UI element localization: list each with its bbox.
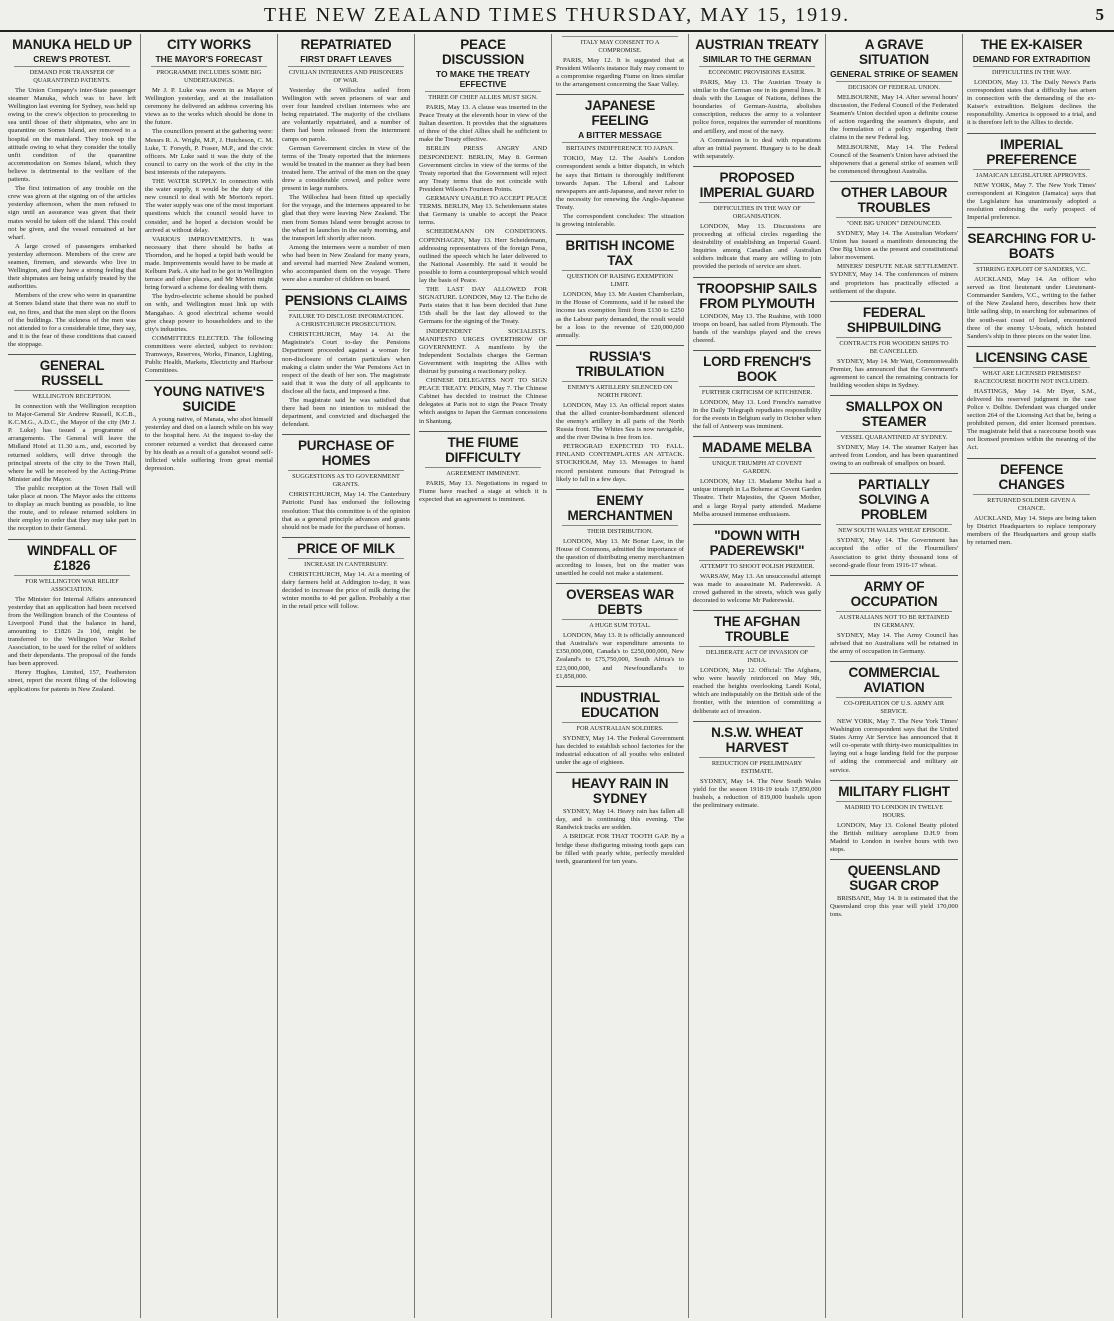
article-headline: SEARCHING FOR U-BOATS bbox=[967, 227, 1096, 261]
article-paragraph: A young native, of Manaia, who shot himself yesterday and died on a launch while on his way to the hospital here. At the inquest to-day the coroner returned a verdict that deceased came by his death as a result of a gunshot wound self-inflicted while suffering from great mental depression. bbox=[145, 416, 273, 472]
article-paragraph: HASTINGS, May 14. Mr Dyer, S.M., delivered his reserved judgment in the case Police v. Dolbie. Defendant was charged under section 264 of the Licensing Act that he, being a prohibited person, did enter licensed premises. The magistrate held that a racecourse booth was not licensed premises within the meaning of the Act. bbox=[967, 387, 1096, 452]
article bbox=[145, 380, 273, 473]
article bbox=[693, 721, 821, 810]
article-paragraph: SYDNEY, May 14. The Government has accepted the offer of the Flourmillers' Association to grist thirty thousand tons of second-grade flour from 1916-17 wheat. bbox=[830, 537, 958, 569]
article-paragraph: The hydro-electric scheme should be pushed on with, and Wellington must link up with Mangahao. A good electrical scheme would give cheap power to householders and to the city's industries. bbox=[145, 293, 273, 333]
article-headline: FEDERAL SHIPBUILDING bbox=[830, 301, 958, 335]
article-deck: ATTEMPT TO SHOOT POLISH PREMIER. bbox=[699, 560, 815, 571]
article-deck: AGREEMENT IMMINENT. bbox=[425, 467, 541, 478]
article-deck: "ONE BIG UNION" DENOUNCED. bbox=[836, 217, 952, 228]
article-paragraph: BRISBANE, May 14. It is estimated that the Queensland crop this year will yield 170,000 tons. bbox=[830, 895, 958, 919]
article-paragraph: SYDNEY, May 14. Mr Watt, Commonwealth Premier, has announced that the Government's agreement to cancel the remaining contracts for building wooden ships in Sydney. bbox=[830, 357, 958, 389]
article-deck: ENEMY'S ARTILLERY SILENCED ON NORTH FRONT. bbox=[562, 381, 678, 400]
article-deck: VESSEL QUARANTINED AT SYDNEY. bbox=[836, 431, 952, 442]
column-8 bbox=[963, 34, 1100, 1318]
article-paragraph: GERMANY UNABLE TO ACCEPT PEACE TERMS. BERLIN, May 13. Scheidemann states that Germany is unable to accept the Peace terms. bbox=[419, 195, 547, 227]
article-deck: ITALY MAY CONSENT TO A COMPROMISE. bbox=[562, 36, 678, 55]
article bbox=[145, 37, 273, 375]
article-paragraph: VARIOUS IMPROVEMENTS. It was necessary that there should be baths at Thorndon, and he hoped a tepid bath would be made. Improvements would have to be made at Kelburn Park. A site had to be got in Wellington terrace and other places, and Mr Morton might bring forward a scheme for dealing with them. bbox=[145, 235, 273, 292]
article-deck: UNIQUE TRIUMPH AT COVENT GARDEN. bbox=[699, 457, 815, 476]
article-headline: ENEMY MERCHANTMEN bbox=[556, 489, 684, 523]
article-paragraph: BERLIN PRESS ANGRY AND DESPONDENT. BERLIN, May 8. German Government circles in view of the terms of the Treaty reported that the Government will reject any Treaty terms that do not coincide with President Wilson's Fourteen Points. bbox=[419, 145, 547, 193]
article-paragraph: The councillors present at the gathering were: Messrs R. A. Wright, M.P., J. Hutcheson, C. M. Luke, T. Forsyth, P. Fraser, M.P., and the civic officers. Mr Luke said it was the duty of the council to carry on the work of the city in the best interests of the ratepayers. bbox=[145, 128, 273, 176]
article-deck: WELLINGTON RECEPTION. bbox=[14, 390, 130, 401]
article-deck: JAMAICAN LEGISLATURE APPROVES. bbox=[973, 169, 1090, 180]
article-headline: MILITARY FLIGHT bbox=[830, 780, 958, 799]
article-paragraph: The Union Company's inter-State passenger steamer Manuka, which was to have left Wellington last evening for Sydney, was held up owing to the crew's objection to proceeding to sea until those of their shipmates, who are in quarantine on Somes Island, are removed to a hospital on the mainland. They took up the attitude owing to what they consider the totally unfit condition of the quarantine accommodation on Somes Island, which they believe is detrimental to the welfare of the patients. bbox=[8, 87, 136, 184]
article bbox=[967, 458, 1096, 547]
article-deck: FAILURE TO DISCLOSE INFORMATION. A CHRISTCHURCH PROSECUTION. bbox=[288, 310, 404, 329]
article-paragraph: The first intimation of any trouble on the crew was given at the signing on of the articles yesterday afternoon, when the men refused to sign until an assurance was given that their mates would be taken off the island. This could not be given, and the vessel remained at her wharf. bbox=[8, 185, 136, 241]
article-paragraph: LONDON, May 13. An official report states that the allied counter-bombardment silenced the enemy's artillery in all parts of the North Russia front. The Whites Sea is now navigable, and the river Dwina is free from ice. bbox=[556, 401, 684, 442]
article-headline: N.S.W. WHEAT HARVEST bbox=[693, 721, 821, 755]
article-headline: SMALLPOX ON STEAMER bbox=[830, 395, 958, 429]
article-paragraph: NEW YORK, May 7. The New York Times' correspondent at Kingston (Jamaica) says that the Legislature has unanimously adopted a resolution endorsing the early prospect of Imperial preference. bbox=[967, 181, 1096, 221]
article-paragraph: Among the internees were a number of men who had been in New Zealand for many years, and several had married New Zealand women, who accompanied them on the voyage. There were also a number of children on board. bbox=[282, 243, 410, 284]
article-headline: BRITISH INCOME TAX bbox=[556, 234, 684, 268]
article bbox=[830, 301, 958, 390]
article-deck: RETURNED SOLDIER GIVEN A CHANCE. bbox=[973, 494, 1090, 513]
article bbox=[830, 473, 958, 569]
article bbox=[556, 234, 684, 340]
article bbox=[967, 227, 1096, 341]
article-paragraph: The public reception at the Town Hall will take place at noon. The Mayor asks the citizens to display as much bunting as possible, to line the route, and to release returned soldiers in their employ in order that they may take part in the reception to their General. bbox=[8, 484, 136, 533]
article-deck: FURTHER CRITICISM OF KITCHENER. bbox=[699, 386, 815, 397]
article-subheadline: CREW'S PROTEST. bbox=[33, 54, 111, 64]
article bbox=[830, 181, 958, 296]
column-1 bbox=[4, 34, 141, 1318]
article-paragraph: SYDNEY, May 14. Heavy rain has fallen all day, and is continuing this evening. The Randwick tracks are sodden. bbox=[556, 808, 684, 832]
article-deck: CO-OPERATION OF U.S. ARMY AIR SERVICE. bbox=[836, 697, 952, 716]
article-subheadline: FIRST DRAFT LEAVES bbox=[300, 54, 392, 64]
article-paragraph: MELBOURNE, May 14. After several hours' discussion, the Federal Council of the Federated Seamen's Union decided upon a definite course of action regarding the seamen's dispute, and the formulation of a policy regarding their claims in the new Federal log. bbox=[830, 94, 958, 142]
article-headline: DEFENCE CHANGES bbox=[967, 458, 1096, 492]
article-headline: LORD FRENCH'S BOOK bbox=[693, 350, 821, 384]
article-deck: DEMAND FOR TRANSFER OF QUARANTINED PATIENTS. bbox=[14, 66, 130, 85]
article-deck: FOR WELLINGTON WAR RELIEF ASSOCIATION. bbox=[14, 575, 130, 594]
article-paragraph: AUCKLAND, May 14. Steps are being taken by District Headquarters to replace temporary members of the Headquarters and group staffs by returned men. bbox=[967, 514, 1096, 546]
article-headline: OTHER LABOUR TROUBLES bbox=[830, 181, 958, 215]
article bbox=[693, 610, 821, 716]
masthead bbox=[0, 0, 1114, 32]
columns-container bbox=[4, 34, 1110, 1318]
article-deck: DIFFICULTIES IN THE WAY OF ORGANISATION. bbox=[699, 202, 815, 221]
article-paragraph: German Government circles in view of the terms of the Treaty reported that the internees would be treated in the manner as they had been treated here. The arrival of the men on the quay drew a considerable crowd, and police were present in large numbers. bbox=[282, 144, 410, 193]
article-paragraph: NEW YORK, May 7. The New York Times' Washington correspondent says that the United States Army Air Service has announced that it will co-operate with thirty-two municipalities in laying out a huge landing field for the purpose of aiding the commercial and military air service. bbox=[830, 718, 958, 774]
article-paragraph: SYDNEY, May 14. The Australian Workers' Union has issued a manifesto denouncing the One Big Union as the present and constitutional labor movement. bbox=[830, 229, 958, 262]
column-2 bbox=[141, 34, 278, 1318]
article-headline: ARMY OF OCCUPATION bbox=[830, 575, 958, 609]
article-subheadline: THE MAYOR'S FORECAST bbox=[155, 54, 263, 64]
article-paragraph: SYDNEY, May 14. The New South Wales yield for the season 1918-19 totals 17,850,000 bushels, a reduction of 819,000 bushels upon the preliminary estimate. bbox=[693, 777, 821, 809]
article-paragraph: A Commission is to deal with reparations after an initial payment. Hungary is to be dealt with separately. bbox=[693, 136, 821, 160]
article-subheadline: GENERAL STRIKE OF SEAMEN bbox=[830, 69, 958, 79]
article-headline: YOUNG NATIVE'S SUICIDE bbox=[145, 380, 273, 414]
article-headline: RUSSIA'S TRIBULATION bbox=[556, 345, 684, 379]
article bbox=[967, 346, 1096, 453]
article-paragraph: THE WATER SUPPLY. In connection with the water supply, it would be the duty of the new council to deal with Mr Morton's report. The water supply was one of the most important questions which the council would have to consider, and he hoped a decision would be arrived at without delay. bbox=[145, 178, 273, 234]
column-3 bbox=[278, 34, 415, 1318]
article bbox=[282, 537, 410, 611]
article bbox=[830, 395, 958, 468]
article-headline: A GRAVE SITUATION bbox=[859, 37, 929, 67]
article-deck: REDUCTION OF PRELIMINARY ESTIMATE. bbox=[699, 757, 815, 776]
article-headline: GENERAL RUSSELL bbox=[8, 354, 136, 388]
article bbox=[967, 37, 1096, 128]
article-paragraph: The Minister for Internal Affairs announced yesterday that an application had been received from the Wellington branch of the Countess of Liverpool Fund that the balance in hand, amounting to £1826 2s 10d, might be transferred to the Wellington War Relief Association, to be used for the relief of soldiers and their dependants. The proposal of the funds has been approved. bbox=[8, 595, 136, 668]
article-paragraph: SYDNEY, May 14. The Federal Government has decided to establish school factories for the industrial education of all youths who enlisted under the age of eighteen. bbox=[556, 734, 684, 767]
article-paragraph: LONDON, May 13. Colonel Beatty piloted the British military aeroplane D.H.9 from Madrid to London in twelve hours with two stops. bbox=[830, 821, 958, 853]
article bbox=[419, 37, 547, 426]
article-headline: TROOPSHIP SAILS FROM PLYMOUTH bbox=[693, 277, 821, 311]
article-deck: DECISION OF FEDERAL UNION. bbox=[836, 81, 952, 92]
article bbox=[830, 661, 958, 775]
article-headline: THE EX-KAISER bbox=[980, 37, 1083, 52]
article-paragraph: A BRIDGE FOR THAT TOOTH GAP. By a bridge these disfiguring missing tooth gaps can be filled with pearly white, perfectly moulded teeth, guaranteed for ten years. bbox=[556, 833, 684, 865]
article bbox=[556, 686, 684, 767]
article-deck: THREE OF CHIEF ALLIES MUST SIGN. bbox=[425, 91, 541, 102]
article bbox=[830, 780, 958, 854]
article-paragraph: LONDON, May 13. Madame Melba had a unique triumph in La Boheme at Covent Garden Theatre. Their Majesties, the Queen Mother, and a large Royal party attended. Madame Melba aroused immense enthusiasm. bbox=[693, 478, 821, 518]
article-paragraph: The Willochra had been fitted up specially for the voyage, and the internees appeared to be glad that they were leaving New Zealand. The men from Somes Island were brought across to the wharf in launches in the early morning, and the transport left shortly after noon. bbox=[282, 194, 410, 242]
article-paragraph: A large crowd of passengers embarked yesterday afternoon. Members of the crew are seamen, firemen, and stewards who live in Wellington, and they have a strong feeling that their shipmates are being unfairly treated by the authorities. bbox=[8, 242, 136, 291]
article bbox=[556, 36, 684, 89]
article-paragraph: PARIS, May 13. The Austrian Treaty is similar to the German one in its general lines. It deals with the League of Nations, defines the boundaries of German-Austria, abolishes conscription, reduces the army to a volunteer police force, requires the surrender of munitions and artillery, and most of the navy. bbox=[693, 79, 821, 135]
article bbox=[282, 37, 410, 284]
article bbox=[830, 37, 958, 176]
column-5 bbox=[552, 34, 689, 1318]
article-paragraph: PETROGRAD EXPECTED TO FALL. FINLAND CONTEMPLATES AN ATTACK. STOCKHOLM, May 13. Messages to hand record persistent rumours that Petrograd is likely to fall in a few days. bbox=[556, 443, 684, 483]
article-deck: A HUGE SUM TOTAL. bbox=[562, 619, 678, 630]
article-paragraph: CHRISTCHURCH, May 14. At the Magistrate's Court to-day the Pensions Department proceeded against a woman for non-disclosure of certain particulars when making a claim under the War Pensions Act in respect of the death of her son. The magistrate said that it was the duty of all applicants to disclose all the facts, and imposed a fine. bbox=[282, 331, 410, 395]
article-paragraph: The magistrate said he was satisfied that there had been no intention to mislead the department, and convicted and discharged the defendant. bbox=[282, 397, 410, 429]
article-paragraph: PARIS, May 13. A clause was inserted in the Peace Treaty at the eleventh hour in view of the Italian desertion. It provides that the signatures of three of the chief Allies shall be sufficient to make the Treaty effective. bbox=[419, 104, 547, 144]
article-paragraph: LONDON, May 13. Mr Austen Chamberlain, in the House of Commons, said if he raised the income tax exemption limit from £130 to £250 as the Labour party demanded, the result would be a loss to the revenue of £20,000,000 annually. bbox=[556, 291, 684, 339]
article-paragraph: LONDON, May 13. Lord French's narrative in the Daily Telegraph repudiates responsibility for the events in Belgium early in October when the fall of Antwerp was imminent. bbox=[693, 398, 821, 431]
article-paragraph: In connection with the Wellington reception to Major-General Sir Andrew Russell, K.C.B., K.C.M.G., A.D.C., the Mayor of the city (Mr J. P. Luke) has issued a programme of arrangements. The General will leave the Midland Hotel at 11.30 a.m., and, escorted by returned soldiers, will drive through the principal streets of the city to the Town Hall, where he will be received by the Acting-Prime Minister and the Mayor. bbox=[8, 403, 136, 483]
article-paragraph: LONDON, May 12. Official: The Afghans, who were heavily reinforced on May 9th, reached the heights overlooking Landi Kotal, which are indisputably on the British side of the frontier, with the intention of committing a deliberate act of invasion. bbox=[693, 667, 821, 715]
article-paragraph: MELBOURNE, May 14. The Federal Council of the Seamen's Union have advised the shipowners that a general strike of seamen will be commenced throughout Australia. bbox=[830, 143, 958, 175]
article-subheadline: DEMAND FOR EXTRADITION bbox=[972, 54, 1091, 64]
article-headline: IMPERIAL PREFERENCE bbox=[967, 133, 1096, 167]
article-headline: JAPANESE FEELING bbox=[556, 94, 684, 128]
article bbox=[556, 772, 684, 866]
article bbox=[8, 539, 136, 694]
article-paragraph: CHRISTCHURCH, May 14. At a meeting of dairy farmers held at Addington to-day, it was decided to increase the price of milk during the winter months to 4d per gallon. Probably a rise in the retail price will follow. bbox=[282, 570, 410, 611]
article-paragraph: CHINESE DELEGATES NOT TO SIGN PEACE TREATY. PEKIN, May 7. The Chinese Cabinet has decided to instruct the Chinese delegates at Paris not to sign the Peace Treaty which assigns to Japan the German concessions in Shantung. bbox=[419, 377, 547, 425]
article-paragraph: SYDNEY, May 14. The steamer Kaiyer has arrived from London, and has been quarantined owing to an outbreak of smallpox on board. bbox=[830, 444, 958, 468]
article-headline: QUEENSLAND SUGAR CROP bbox=[830, 859, 958, 893]
article bbox=[693, 524, 821, 605]
article bbox=[8, 37, 136, 349]
article bbox=[556, 489, 684, 578]
article-deck: DIFFICULTIES IN THE WAY. bbox=[973, 66, 1090, 77]
page-number: 5 bbox=[1095, 5, 1104, 24]
article-paragraph: SCHEIDEMANN ON CONDITIONS. COPENHAGEN, May 13. Herr Scheidemann, addressing representatives of the foreign Press, outlined the speech which he later delivered to the National Assembly. He said it would be possible to form a counterproposal which would lay the basis of Peace. bbox=[419, 228, 547, 284]
article-headline: PRICE OF MILK bbox=[282, 537, 410, 556]
article-paragraph: PARIS, May 13. Negotiations in regard to Fiume have reached a stage at which it is expected that an agreement is imminent. bbox=[419, 479, 547, 503]
article-deck: WHAT ARE LICENSED PREMISES? RACECOURSE BOOTH NOT INCLUDED. bbox=[973, 367, 1090, 386]
article bbox=[967, 133, 1096, 222]
article-paragraph: PARIS, May 12. It is suggested that at President Wilson's instance Italy may consent to a compromise regarding Fiume on lines similar to the arrangement concerning the Saar Valley. bbox=[556, 57, 684, 89]
article-deck: BRITAIN'S INDIFFERENCE TO JAPAN. bbox=[562, 142, 678, 153]
newspaper-title: THE NEW ZEALAND TIMES THURSDAY, MAY 15, 1919. bbox=[263, 4, 851, 26]
article bbox=[693, 436, 821, 518]
article-deck: QUESTION OF RAISING EXEMPTION LIMIT. bbox=[562, 270, 678, 289]
article-paragraph: LONDON, May 13. The Daily News's Paris correspondent states that a difficulty has arisen in connection with the demanding of the ex-Kaiser's extradition. Belgium declines the responsibility. America is opposed to a trial, and it is therefore left to the Allies to decide. bbox=[967, 79, 1096, 127]
article-paragraph: LONDON, May 13. Mr Bonar Law, in the House of Commons, admitted the importance of the question of distributing enemy merchantmen according to losses, but on the matter was unsettled he could not make a statement. bbox=[556, 537, 684, 578]
article-headline: PENSIONS CLAIMS bbox=[282, 289, 410, 308]
article-headline: LICENSING CASE bbox=[967, 346, 1096, 365]
article-paragraph: Yesterday the Willochra sailed from Wellington with seven prisoners of war and over four hundred civilian internees who are being repatriated. The majority of the civilians are voluntarily repatriated, and a number of them had been released from the internment camps on parole. bbox=[282, 87, 410, 143]
article-deck: NEW SOUTH WALES WHEAT EPISODE. bbox=[836, 524, 952, 535]
article-headline: MADAME MELBA bbox=[693, 436, 821, 455]
article-paragraph: LONDON, May 13. The Ruahine, with 1000 troops on board, has sailed from Plymouth. The bands of the warships played and the crews cheered. bbox=[693, 312, 821, 344]
article-deck: DELIBERATE ACT OF INVASION OF INDIA. bbox=[699, 646, 815, 665]
article-headline: AUSTRIAN TREATY bbox=[695, 37, 819, 52]
article bbox=[556, 583, 684, 681]
article-deck: INCREASE IN CANTERBURY. bbox=[288, 558, 404, 569]
article-paragraph: TOKIO, May 12. The Asahi's London correspondent sends a bitter dispatch, in which he says that Britain is thoroughly indifferent towards Japan. The Liberal and Labour newspapers are anti-Japanese, and never refer to the necessity for renewing the Anglo-Japanese Treaty. bbox=[556, 155, 684, 211]
article-headline: INDUSTRIAL EDUCATION bbox=[556, 686, 684, 720]
article bbox=[282, 289, 410, 429]
article-headline: REPATRIATED bbox=[300, 37, 392, 52]
article-deck: ECONOMIC PROVISIONS EASIER. bbox=[699, 66, 815, 77]
article-headline: PARTIALLY SOLVING A PROBLEM bbox=[830, 473, 958, 522]
article bbox=[693, 166, 821, 272]
article-headline: "DOWN WITH PADEREWSKI" bbox=[693, 524, 821, 558]
article-headline: THE FIUME DIFFICULTY bbox=[419, 431, 547, 465]
article-subheadline: A BITTER MESSAGE bbox=[578, 130, 662, 141]
article-headline: HEAVY RAIN IN SYDNEY bbox=[556, 772, 684, 806]
article-paragraph: LONDON, May 13. Discussions are proceeding at official circles regarding the desirability of establishing an Imperial Guard. Inquiries among Canadian and Australian soldiers indicate that many are willing to join provided the periods of service are short. bbox=[693, 222, 821, 271]
article-deck: MADRID TO LONDON IN TWELVE HOURS. bbox=[836, 801, 952, 820]
article-deck: SUGGESTIONS AS TO GOVERNMENT GRANTS. bbox=[288, 470, 404, 489]
article-paragraph: WARSAW, May 13. An unsuccessful attempt was made to assassinate M. Paderewski. A crowd gathered in the streets, which was gaily decorated to welcome Mr Paderewski. bbox=[693, 572, 821, 604]
article-paragraph: Henry Hughes, Limited, 157, Featherston street, report the recent filing of the following applications for patents in New Zealand. bbox=[8, 669, 136, 693]
article-paragraph: MINERS' DISPUTE NEAR SETTLEMENT. SYDNEY, May 14. The conferences of miners and proprietors has practically effected a settlement of the dispute. bbox=[830, 263, 958, 295]
article-paragraph: LONDON, May 13. It is officially announced that Australia's war expenditure amounts to £350,000,000, Canada's to £250,000,000, New Zealand's to £75,750,000, South Africa's to £23,000,000, and Newfoundland's to £1,858,000. bbox=[556, 632, 684, 680]
article-paragraph: Members of the crew who were in quarantine at Somes Island state that there was no stuff to eat, no fires, and that the men slept on the floors of the buildings. The sickness of the men was not attended to for a considerable time, they say, and it is the fear of these conditions that caused the stoppage. bbox=[8, 292, 136, 348]
article-deck: AUSTRALIANS NOT TO BE RETAINED IN GERMANY. bbox=[836, 611, 952, 630]
article bbox=[693, 277, 821, 345]
article-headline: THE AFGHAN TROUBLE bbox=[693, 610, 821, 644]
article-headline: PURCHASE OF HOMES bbox=[282, 434, 410, 468]
article bbox=[693, 37, 821, 161]
article-paragraph: AUCKLAND, May 14. An officer who served as first lieutenant under Lieutenant-Commander Sanders, V.C., writing to the father of the New Zealand hero, describes how their little sailing ship, in searching for submarines of the south-east coast of Ireland, encountered three of the enemy U-boats, which hoisted Sanders's ship in three pieces on the water line. bbox=[967, 276, 1096, 340]
article-paragraph: COMMITTEES ELECTED. The following committees were elected, subject to revision: Tramways, Reserves, Works, Finance, Lighting, Public Health, Markets, Electricity and Harbour Committees. bbox=[145, 334, 273, 375]
article bbox=[556, 94, 684, 229]
article-headline: CITY WORKS bbox=[166, 37, 251, 52]
article-headline: MANUKA HELD UP bbox=[12, 37, 132, 52]
article bbox=[8, 354, 136, 534]
column-7 bbox=[826, 34, 963, 1318]
article-deck: FOR AUSTRALIAN SOLDIERS. bbox=[562, 722, 678, 733]
article bbox=[419, 431, 547, 504]
article-headline: WINDFALL OF £1826 bbox=[8, 539, 136, 573]
article-deck: PROGRAMME INCLUDES SOME BIG UNDERTAKINGS. bbox=[151, 66, 267, 85]
article-headline: PEACE DISCUSSION bbox=[441, 37, 524, 67]
article-paragraph: The correspondent concludes: The situation is growing intolerable. bbox=[556, 213, 684, 229]
article-paragraph: SYDNEY, May 14. The Army Council has advised that no Australians will be retained in the army of occupation in Germany. bbox=[830, 631, 958, 655]
article-headline: PROPOSED IMPERIAL GUARD bbox=[693, 166, 821, 200]
article-headline: OVERSEAS WAR DEBTS bbox=[556, 583, 684, 617]
article-paragraph: INDEPENDENT SOCIALISTS. MANIFESTO URGES OVERTHROW OF GOVERNMENT. A manifesto by the Independent Socialists charges the German Government with inspiring the Allies with distrust by pursuing a reactionary policy. bbox=[419, 327, 547, 375]
article-deck: CONTRACTS FOR WOODEN SHIPS TO BE CANCELLED. bbox=[836, 337, 952, 356]
article-paragraph: CHRISTCHURCH, May 14. The Canterbury Patriotic Fund has endorsed the following resolution: That this committee is of the opinion that as a general principle advances and grants should not be made for the purchase of homes. bbox=[282, 491, 410, 531]
article-deck: CIVILIAN INTERNEES AND PRISONERS OF WAR. bbox=[288, 66, 404, 85]
article bbox=[830, 859, 958, 919]
article-subheadline: TO MAKE THE TREATY EFFECTIVE bbox=[435, 69, 531, 89]
article bbox=[693, 350, 821, 431]
article-headline: COMMERCIAL AVIATION bbox=[830, 661, 958, 695]
article-paragraph: Mr J. P. Luke was sworn in as Mayor of Wellington yesterday, and at the installation ceremony he delivered an address covering his views as to the works which should be done in the future. bbox=[145, 87, 273, 127]
column-6 bbox=[689, 34, 826, 1318]
article-paragraph: THE LAST DAY ALLOWED FOR SIGNATURE. LONDON, May 12. The Echo de Paris states that it has been decided that June 15th shall be the last day allowed to the Germans for the signing of the Treaty. bbox=[419, 286, 547, 326]
article-deck: THEIR DISTRIBUTION. bbox=[562, 525, 678, 536]
article bbox=[830, 575, 958, 656]
article bbox=[556, 345, 684, 484]
article-subheadline: SIMILAR TO THE GERMAN bbox=[702, 54, 812, 64]
article bbox=[282, 434, 410, 531]
column-4 bbox=[415, 34, 552, 1318]
article-deck: STIRRING EXPLOIT OF SANDERS, V.C. bbox=[973, 263, 1090, 274]
